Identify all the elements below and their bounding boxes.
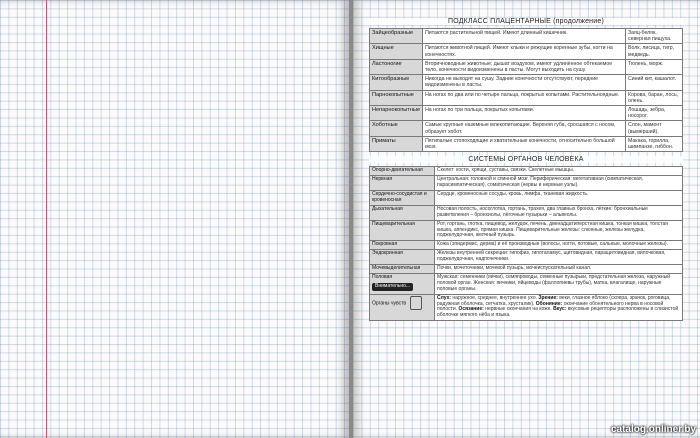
system-description: Сердце, кровеносные сосуды, кровь, лимфа, тканевая жидкость. bbox=[435, 190, 683, 205]
system-description: Кожа (эпидермис, дерма) и её производные (волосы, ногти, потовые, сальные, молочные железы). bbox=[435, 241, 683, 250]
system-label: Эндокринная bbox=[372, 250, 403, 257]
system-description: Носовая полость, носоглотка, гортань, трахея, два главных бронха, лёгкие: бронхиальные разветвления – бронхиолы, лёгочные пузырьки – альвеолы. bbox=[435, 205, 683, 220]
system-name bbox=[370, 167, 435, 176]
order-examples: Тюлень, морж. bbox=[626, 59, 683, 74]
system-name bbox=[370, 205, 435, 220]
order-examples: Макака, горилла, шимпанзе, гиббон. bbox=[626, 136, 683, 151]
system-description: Рот, гортань, глотка, пищевод, желудок, печень, двенадцатиперстная кишка, тонкая кишка, толстая кишка, аппендикс, прямая кишка. Пищеварительные железы: слюнные, железы желудка, поджелудочная, желчный пузырь. bbox=[435, 220, 683, 241]
system-description: Центральная: головной и спинной мозг. Периферическая: вегетативная (симпатическая, парасимпатическая), соматическая (нервы и нервные узлы). bbox=[435, 176, 683, 191]
order-examples: Слон, мамонт (вымерший). bbox=[626, 121, 683, 136]
order-examples: Корова, баран, лось, олень. bbox=[626, 90, 683, 105]
sense-text: нервные окончания на коже. bbox=[483, 306, 554, 313]
table-row bbox=[370, 136, 683, 151]
placental-table bbox=[369, 28, 683, 152]
order-description: Никогда не выходят на сушу. Задние конечности отсутствуют, передние видоизменены в ласты. bbox=[423, 75, 626, 90]
table-row bbox=[370, 205, 683, 220]
system-description: Скелет: кости, хрящи, суставы, связки. Скелетные мышцы. bbox=[435, 167, 683, 176]
system-name bbox=[370, 176, 435, 191]
table-row bbox=[370, 44, 683, 59]
order-description: Вторичноводные животные; дышат воздухом, имеют удлинённое обтекаемое тело, конечности видоизменены в ласты. Могут выходить на сушу. bbox=[423, 59, 626, 74]
order-examples: Синий кит, кашалот. bbox=[626, 75, 683, 90]
system-name bbox=[370, 241, 435, 250]
watermark: catalog.onliner.by bbox=[610, 424, 696, 435]
system-description: Почки, мочеточники, мочевой пузырь, мочеиспускательный канал. bbox=[435, 265, 683, 274]
sense-label: Обоняние: bbox=[535, 300, 563, 307]
sense-label: Слух: bbox=[437, 294, 452, 301]
table-row bbox=[370, 176, 683, 191]
sense-label: Зрение: bbox=[538, 294, 558, 301]
system-label: Пищеварительная bbox=[372, 220, 415, 227]
system-description: Железы внутренней секреции: гипофиз, гипоталамус, щитовидная, паращитовидная, вилочковая, поджелудочная, надпочечники. bbox=[435, 250, 683, 265]
system-label: Дыхательная bbox=[372, 205, 403, 212]
table-row bbox=[370, 121, 683, 136]
sense-label: Вкус: bbox=[553, 306, 567, 313]
system-label: Сердечно-сосудистая и кровеносная bbox=[372, 190, 427, 203]
table-row bbox=[370, 90, 683, 105]
system-name bbox=[370, 273, 435, 294]
attention-note: Внимательно... bbox=[372, 283, 413, 291]
system-name bbox=[370, 190, 435, 205]
table-row bbox=[370, 106, 683, 121]
order-name: Китообразные bbox=[370, 75, 423, 90]
sense-text: окончание обонятельного нерва в носовой полости. bbox=[437, 300, 664, 313]
system-label: Опорно-двигательная bbox=[372, 167, 423, 174]
system-label: Покровная bbox=[372, 241, 398, 248]
table-row bbox=[370, 59, 683, 74]
system-label: Органы чувств bbox=[372, 299, 407, 306]
sense-text: наружное, среднее, внутреннее ухо. bbox=[451, 294, 539, 301]
system-label: Половая bbox=[372, 273, 393, 280]
order-description: На ногах по два или по четыре пальца, покрытых копытами. Растительноядные. bbox=[423, 90, 626, 105]
section1-title: ПОДКЛАСС ПЛАЦЕНТАРНЫЕ (продолжение) bbox=[369, 18, 683, 25]
table-row bbox=[370, 250, 683, 265]
left-page bbox=[0, 0, 349, 438]
order-description: Пятипалые стопоходящие и хватательные конечности, относительно большой мозг. bbox=[423, 136, 626, 151]
organ-systems-table bbox=[369, 166, 683, 321]
system-name bbox=[370, 265, 435, 274]
order-name: Парнокопытные bbox=[370, 90, 423, 105]
system-description: Мужская: семенники (яички), семяпроводы, семенные пузырьки, предстательная железа, наружный половой орган. Женская: яичники, яйцеводы (фаллопиевы трубы), матка, влагалище, наружные половые органы. bbox=[435, 273, 683, 294]
section2-title: СИСТЕМЫ ОРГАНОВ ЧЕЛОВЕКА bbox=[369, 156, 683, 163]
table-row bbox=[370, 190, 683, 205]
system-name bbox=[370, 250, 435, 265]
order-name: Приматы bbox=[370, 136, 423, 151]
order-description: Питаются растительной пищей. Имеют длинный кишечник. bbox=[423, 29, 626, 44]
order-examples: Волк, лисица, тигр, медведь. bbox=[626, 44, 683, 59]
sense-text: веки, глазное яблоко (склера, зрачок, роговица, радужная оболочка, сетчатка, хрусталик). bbox=[437, 294, 671, 307]
table-row bbox=[370, 241, 683, 250]
table-row bbox=[370, 75, 683, 90]
order-description: На ногах по три пальца, покрытых копытами. bbox=[423, 106, 626, 121]
order-name: Хоботные bbox=[370, 121, 423, 136]
order-description: Самые крупные наземные млекопитающие. Верхняя губа, сросшаяся с носом, образует хобот. bbox=[423, 121, 626, 136]
order-name: Зайцеобразные bbox=[370, 29, 423, 44]
order-name: Хищные bbox=[370, 44, 423, 59]
system-name bbox=[370, 294, 435, 321]
table-row bbox=[370, 29, 683, 44]
jar-icon bbox=[410, 296, 422, 310]
table-row bbox=[370, 167, 683, 176]
sense-text: вкусовые рецепторы расположены в слизистой оболочке мягкого нёба и языка. bbox=[437, 306, 679, 319]
table-row bbox=[370, 273, 683, 294]
order-name: Ластоногие bbox=[370, 59, 423, 74]
order-description: Питаются животной пищей. Имеют клыки и режущие коренные зубы, когти на конечностях. bbox=[423, 44, 626, 59]
right-page bbox=[353, 0, 700, 438]
margin-line bbox=[46, 0, 47, 438]
order-examples: Лошадь, зебра, носорог. bbox=[626, 106, 683, 121]
reference-content bbox=[369, 16, 683, 321]
sense-label: Осязание: bbox=[458, 306, 484, 313]
order-name: Непарнокопытные bbox=[370, 106, 423, 121]
table-row bbox=[370, 265, 683, 274]
order-examples: Заяц-беляк, северная пищуха. bbox=[626, 29, 683, 44]
table-row bbox=[370, 294, 683, 321]
system-description bbox=[435, 294, 683, 321]
system-label: Мочевыделительная bbox=[372, 265, 421, 272]
system-label: Нервная bbox=[372, 176, 393, 183]
system-name bbox=[370, 220, 435, 241]
table-row bbox=[370, 220, 683, 241]
